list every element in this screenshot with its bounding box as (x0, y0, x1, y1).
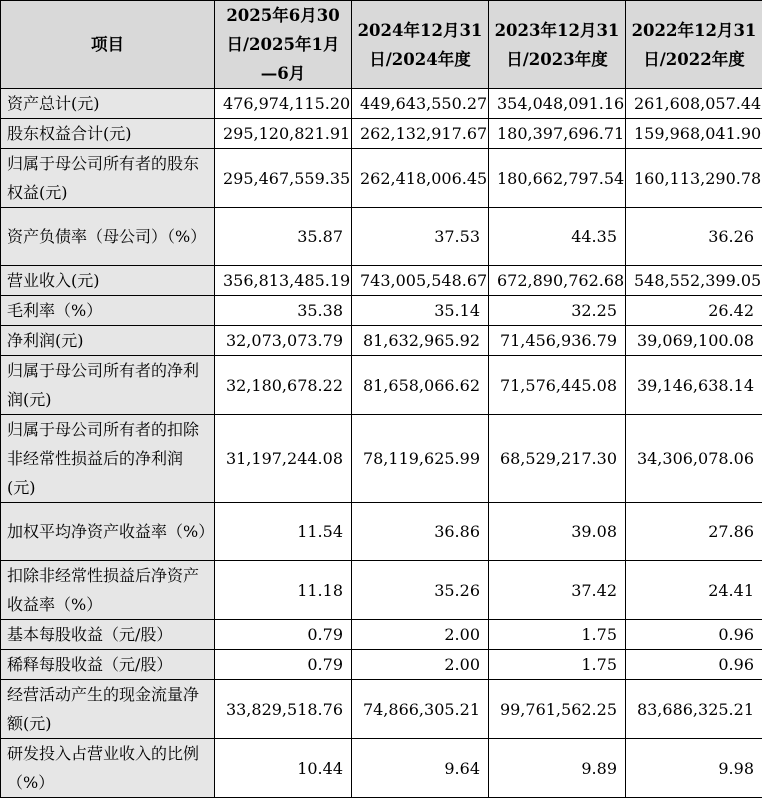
cell-value: 1.75 (489, 620, 626, 650)
cell-value: 0.79 (215, 620, 352, 650)
cell-value: 10.44 (215, 739, 352, 798)
table-row (1, 149, 762, 208)
row-label: 资产负债率（母公司）（%） (1, 208, 215, 266)
cell-value: 672,890,762.68 (489, 266, 626, 296)
cell-value: 44.35 (489, 208, 626, 266)
cell-value: 548,552,399.05 (626, 266, 762, 296)
row-label: 资产总计(元) (1, 89, 215, 119)
cell-value: 0.96 (626, 650, 762, 680)
cell-value: 32,073,073.79 (215, 326, 352, 356)
cell-value: 35.26 (352, 561, 489, 620)
cell-value: 476,974,115.20 (215, 89, 352, 119)
table-row (1, 266, 762, 296)
cell-value: 32.25 (489, 296, 626, 326)
cell-value: 78,119,625.99 (352, 415, 489, 503)
cell-value: 354,048,091.16 (489, 89, 626, 119)
cell-value: 35.87 (215, 208, 352, 266)
cell-value: 2.00 (352, 650, 489, 680)
table-header (1, 1, 762, 89)
table-row (1, 680, 762, 739)
table-row (1, 561, 762, 620)
cell-value: 81,658,066.62 (352, 356, 489, 415)
row-label: 基本每股收益（元/股） (1, 620, 215, 650)
header-col-2023: 2023年12月31日/2023年度 (489, 1, 626, 89)
row-label: 毛利率（%） (1, 296, 215, 326)
table-row (1, 296, 762, 326)
cell-value: 9.98 (626, 739, 762, 798)
cell-value: 262,132,917.67 (352, 119, 489, 149)
cell-value: 81,632,965.92 (352, 326, 489, 356)
cell-value: 33,829,518.76 (215, 680, 352, 739)
cell-value: 39.08 (489, 503, 626, 561)
cell-value: 31,197,244.08 (215, 415, 352, 503)
row-label: 净利润(元) (1, 326, 215, 356)
cell-value: 26.42 (626, 296, 762, 326)
table-row (1, 620, 762, 650)
row-label: 经营活动产生的现金流量净额(元) (1, 680, 215, 739)
table-row (1, 739, 762, 798)
header-col-2025h1: 2025年6月30日/2025年1月—6月 (215, 1, 352, 89)
cell-value: 99,761,562.25 (489, 680, 626, 739)
cell-value: 39,069,100.08 (626, 326, 762, 356)
row-label: 股东权益合计(元) (1, 119, 215, 149)
cell-value: 262,418,006.45 (352, 149, 489, 208)
header-item: 项目 (1, 1, 215, 89)
cell-value: 39,146,638.14 (626, 356, 762, 415)
cell-value: 36.86 (352, 503, 489, 561)
cell-value: 11.18 (215, 561, 352, 620)
table-row (1, 650, 762, 680)
table-row (1, 415, 762, 503)
cell-value: 36.26 (626, 208, 762, 266)
cell-value: 1.75 (489, 650, 626, 680)
cell-value: 24.41 (626, 561, 762, 620)
cell-value: 0.96 (626, 620, 762, 650)
cell-value: 159,968,041.90 (626, 119, 762, 149)
table-row (1, 326, 762, 356)
cell-value: 27.86 (626, 503, 762, 561)
row-label: 稀释每股收益（元/股） (1, 650, 215, 680)
cell-value: 68,529,217.30 (489, 415, 626, 503)
cell-value: 743,005,548.67 (352, 266, 489, 296)
table-row (1, 503, 762, 561)
cell-value: 356,813,485.19 (215, 266, 352, 296)
header-col-2024: 2024年12月31日/2024年度 (352, 1, 489, 89)
cell-value: 74,866,305.21 (352, 680, 489, 739)
cell-value: 35.38 (215, 296, 352, 326)
cell-value: 2.00 (352, 620, 489, 650)
cell-value: 180,662,797.54 (489, 149, 626, 208)
row-label: 归属于母公司所有者的净利润(元) (1, 356, 215, 415)
table-row (1, 208, 762, 266)
row-label: 归属于母公司所有者的扣除非经常性损益后的净利润(元) (1, 415, 215, 503)
cell-value: 295,120,821.91 (215, 119, 352, 149)
row-label: 归属于母公司所有者的股东权益(元) (1, 149, 215, 208)
cell-value: 0.79 (215, 650, 352, 680)
cell-value: 180,397,696.71 (489, 119, 626, 149)
cell-value: 83,686,325.21 (626, 680, 762, 739)
table-row (1, 356, 762, 415)
cell-value: 71,456,936.79 (489, 326, 626, 356)
cell-value: 34,306,078.06 (626, 415, 762, 503)
row-label: 加权平均净资产收益率（%） (1, 503, 215, 561)
cell-value: 449,643,550.27 (352, 89, 489, 119)
table-row (1, 89, 762, 119)
table-row (1, 119, 762, 149)
cell-value: 32,180,678.22 (215, 356, 352, 415)
cell-value: 261,608,057.44 (626, 89, 762, 119)
cell-value: 160,113,290.78 (626, 149, 762, 208)
cell-value: 11.54 (215, 503, 352, 561)
table-body (1, 89, 762, 798)
header-col-2022: 2022年12月31日/2022年度 (626, 1, 762, 89)
row-label: 营业收入(元) (1, 266, 215, 296)
cell-value: 9.64 (352, 739, 489, 798)
cell-value: 37.53 (352, 208, 489, 266)
cell-value: 295,467,559.35 (215, 149, 352, 208)
cell-value: 9.89 (489, 739, 626, 798)
row-label: 扣除非经常性损益后净资产收益率（%） (1, 561, 215, 620)
cell-value: 37.42 (489, 561, 626, 620)
cell-value: 35.14 (352, 296, 489, 326)
row-label: 研发投入占营业收入的比例（%） (1, 739, 215, 798)
cell-value: 71,576,445.08 (489, 356, 626, 415)
